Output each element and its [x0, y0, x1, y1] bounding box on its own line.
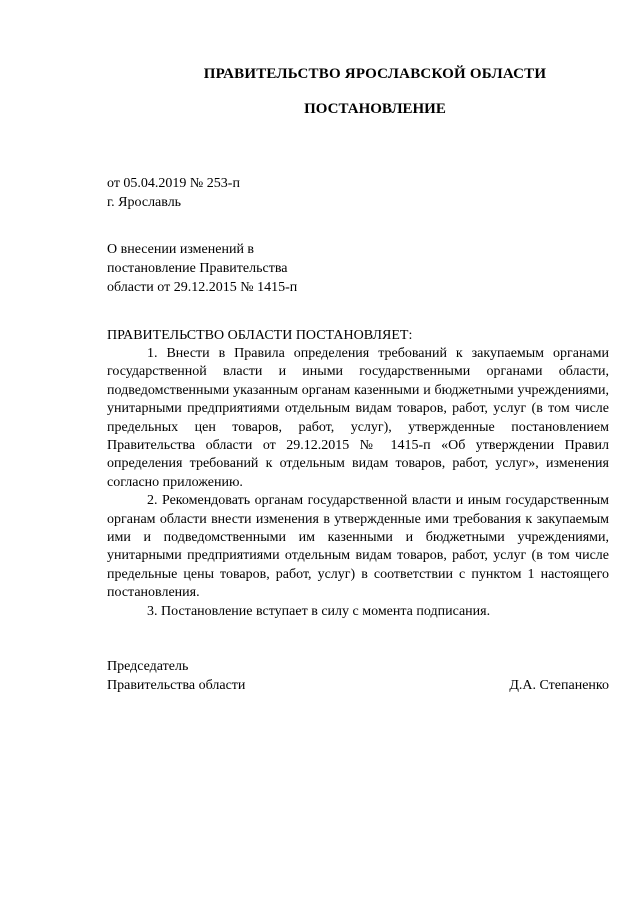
document-meta	[107, 174, 240, 212]
signatory-name: Д.А. Степаненко	[509, 678, 609, 693]
government-title: ПРАВИТЕЛЬСТВО ЯРОСЛАВСКОЙ ОБЛАСТИ	[203, 66, 547, 82]
document-type-title: ПОСТАНОВЛЕНИЕ	[304, 101, 446, 117]
subject-line-3: области от 29.12.2015 № 1415-п	[107, 280, 298, 295]
subject-line-2: постановление Правительства	[107, 261, 288, 276]
document-body	[107, 345, 609, 621]
signatory-position-line-2: Правительства области	[107, 678, 246, 693]
paragraph-3: 3. Постановление вступает в силу с момента подписания.	[147, 603, 491, 619]
paragraph-2: 2. Рекомендовать органам государственной власти и иным государственным органам области внести изменения в утвержденные ими требования к закупаемым ими и подведомственными им казенными и бюджетными учреждениями, унитарными предприятиями отдельным видам товаров, работ, услуг (в том числе предельные цены товаров, работ, услуг) в соответствии с пунктом 1 настоящего постановления.	[107, 493, 609, 601]
resolve-heading: ПРАВИТЕЛЬСТВО ОБЛАСТИ ПОСТАНОВЛЯЕТ:	[107, 328, 413, 343]
paragraph-1: 1. Внести в Правила определения требований к закупаемым органами государственной власти и иными государственными органами области, подведомственными указанным органам казенными и бюджетными учреждениями, унитарными предприятиями отдельным видам товаров, работ, услуг (в том числе предельных цен товаров, работ, услуг), утвержденные постановлением Правительства области от 29.12.2015 № 1415-п «Об утверждении Правил определения требований к отдельным видам товаров, работ, услуг», изменения согласно приложению.	[107, 346, 609, 490]
signatory-position-line-1: Председатель	[107, 659, 189, 674]
signature-block	[107, 657, 609, 695]
document-subject	[107, 240, 297, 297]
subject-line-1: О внесении изменений в	[107, 242, 255, 257]
date-number: от 05.04.2019 № 253-п	[107, 176, 240, 191]
signature-row	[107, 676, 609, 695]
city: г. Ярославль	[107, 195, 182, 210]
